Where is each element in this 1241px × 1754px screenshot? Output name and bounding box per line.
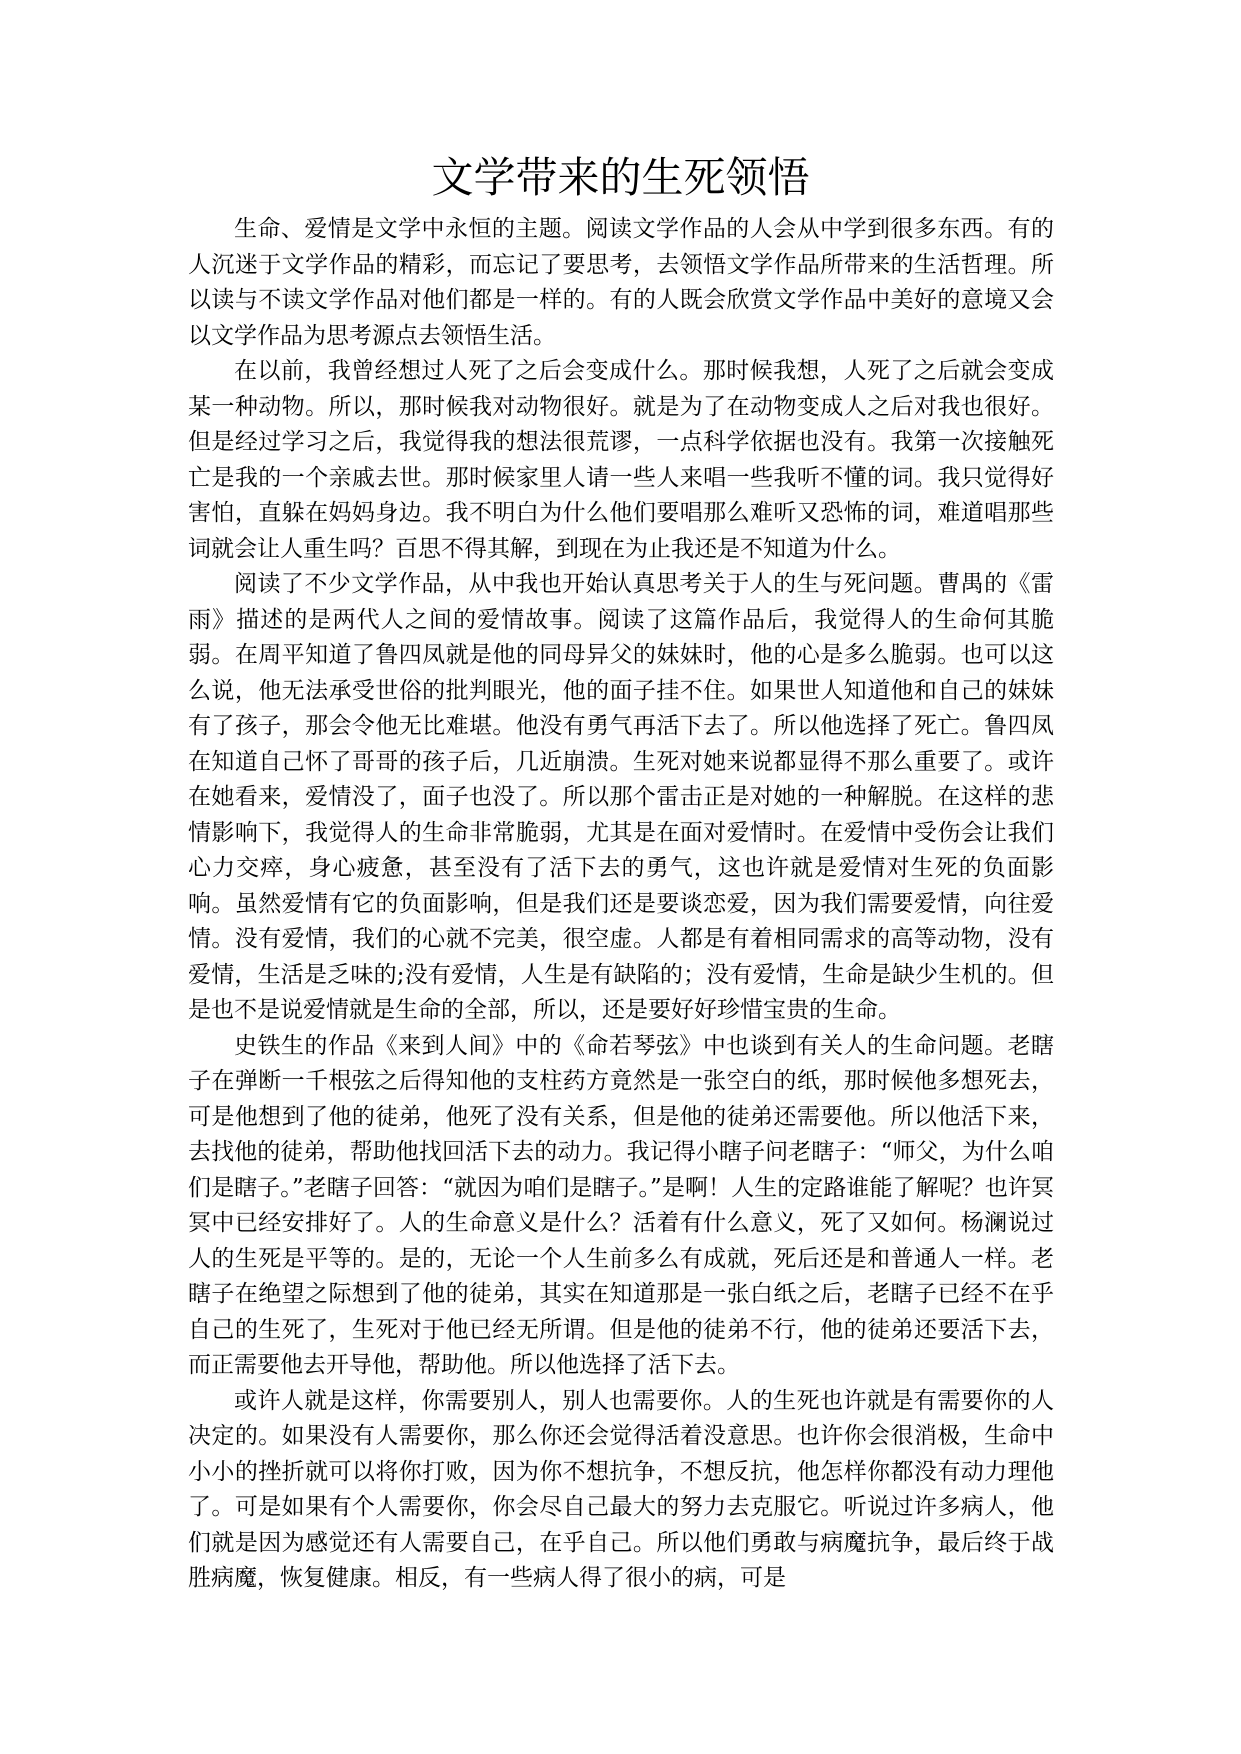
document-title: 文学带来的生死领悟 <box>431 153 810 202</box>
document-body <box>188 212 1054 1597</box>
paragraph-4: 史铁生的作品《来到人间》中的《命若琴弦》中也谈到有关人的生命问题。老瞎子在弹断一千根弦之后得知他的支柱药方竟然是一张空白的纸，那时候他多想死去，可是他想到了他的徒弟，他死了没有关系，但是他的徒弟还需要他。所以他活下来，去找他的徒弟，帮助他找回活下去的动力。我记得小瞎子问老瞎子：“师父，为什么咱们是瞎子。”老瞎子回答：“就因为咱们是瞎子。”是啊！人生的定路谁能了解呢？也许冥冥中已经安排好了。人的生命意义是什么？活着有什么意义，死了又如何。杨澜说过人的生死是平等的。是的，无论一个人生前多么有成就，死后还是和普通人一样。老瞎子在绝望之际想到了他的徒弟，其实在知道那是一张白纸之后，老瞎子已经不在乎自己的生死了，生死对于他已经无所谓。但是他的徒弟不行，他的徒弟还要活下去，而正需要他去开导他，帮助他。所以他选择了活下去。 <box>188 1032 1054 1378</box>
paragraph-5: 或许人就是这样，你需要别人，别人也需要你。人的生死也许就是有需要你的人决定的。如果没有人需要你，那么你还会觉得活着没意思。也许你会很消极，生命中小小的挫折就可以将你打败，因为你不想抗争，不想反抗，他怎样你都没有动力理他了。可是如果有个人需要你，你会尽自己最大的努力去克服它。听说过许多病人，他们就是因为感觉还有人需要自己，在乎自己。所以他们勇敢与病魔抗争，最后终于战胜病魔，恢复健康。相反，有一些病人得了很小的病，可是 <box>188 1387 1054 1591</box>
paragraph-1: 生命、爱情是文学中永恒的主题。阅读文学作品的人会从中学到很多东西。有的人沉迷于文学作品的精彩，而忘记了要思考，去领悟文学作品所带来的生活哲理。所以读与不读文学作品对他们都是一样的。有的人既会欣赏文学作品中美好的意境又会以文学作品为思考源点去领悟生活。 <box>188 216 1054 349</box>
paragraph-3: 阅读了不少文学作品，从中我也开始认真思考关于人的生与死问题。曹禺的《雷雨》描述的是两代人之间的爱情故事。阅读了这篇作品后，我觉得人的生命何其脆弱。在周平知道了鲁四凤就是他的同母异父的妹妹时，他的心是多么脆弱。也可以这么说，他无法承受世俗的批判眼光，他的面子挂不住。如果世人知道他和自己的妹妹有了孩子，那会令他无比难堪。他没有勇气再活下去了。所以他选择了死亡。鲁四凤在知道自己怀了哥哥的孩子后，几近崩溃。生死对她来说都显得不那么重要了。或许在她看来，爱情没了，面子也没了。所以那个雷击正是对她的一种解脱。在这样的悲情影响下，我觉得人的生命非常脆弱，尤其是在面对爱情时。在爱情中受伤会让我们心力交瘁，身心疲惫，甚至没有了活下去的勇气，这也许就是爱情对生死的负面影响。虽然爱情有它的负面影响，但是我们还是要谈恋爱，因为我们需要爱情，向往爱情。没有爱情，我们的心就不完美，很空虚。人都是有着相同需求的高等动物，没有爱情，生活是乏味的;没有爱情，人生是有缺陷的；没有爱情，生命是缺少生机的。但是也不是说爱情就是生命的全部，所以，还是要好好珍惜宝贵的生命。 <box>188 571 1054 1023</box>
paragraph-2: 在以前，我曾经想过人死了之后会变成什么。那时候我想，人死了之后就会变成某一种动物。所以，那时候我对动物很好。就是为了在动物变成人之后对我也很好。但是经过学习之后，我觉得我的想法很荒谬，一点科学依据也没有。我第一次接触死亡是我的一个亲戚去世。那时候家里人请一些人来唱一些我听不懂的词。我只觉得好害怕，直躲在妈妈身边。我不明白为什么他们要唱那么难听又恐怖的词，难道唱那些词就会让人重生吗？百思不得其解，到现在为止我还是不知道为什么。 <box>188 358 1054 562</box>
